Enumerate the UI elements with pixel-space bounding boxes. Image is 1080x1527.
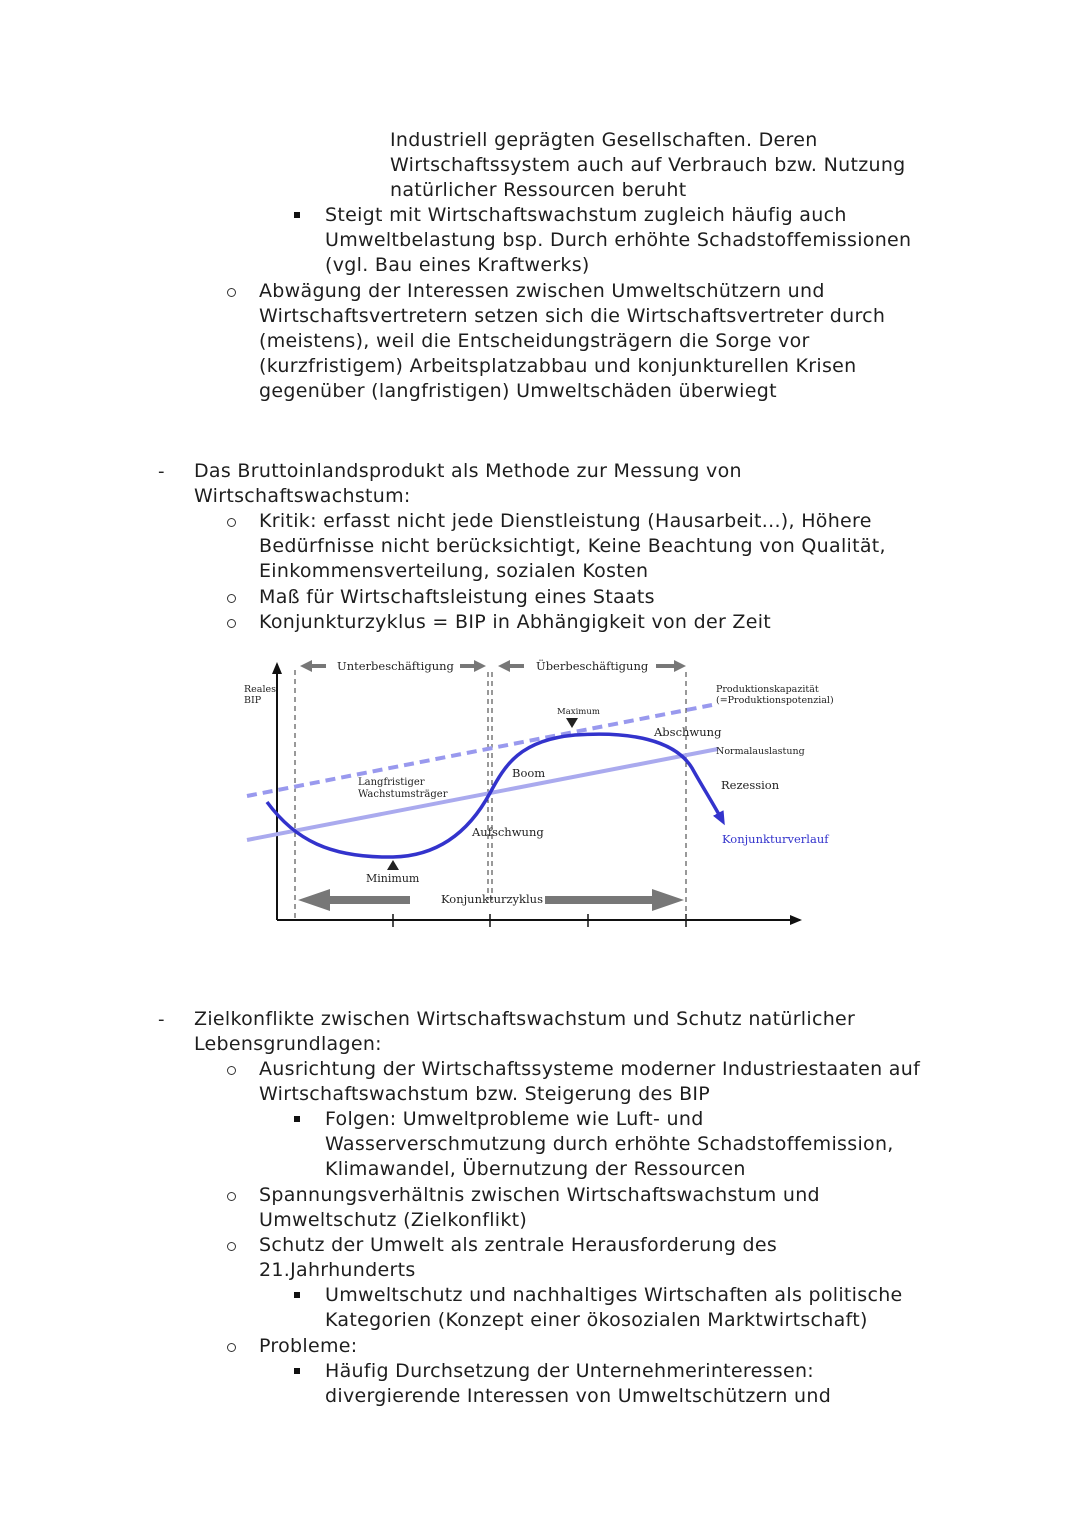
text-line: Industriell geprägten Gesellschaften. Deren [390,129,818,151]
text-line: (kurzfristigem) Arbeitsplatzabbau und konjunkturellen Krisen [259,355,857,377]
y-axis-label: Reales [244,684,276,695]
section-heading: Lebensgrundlagen: [194,1033,382,1055]
unterbeschaeftigung-arrow-left-icon [300,660,326,672]
circle-bullet-icon [227,1066,236,1075]
label-maximum: Maximum [557,707,600,717]
label-minimum: Minimum [366,872,420,885]
label-aufschwung: Aufschwung [472,825,544,839]
maximum-marker-icon [566,718,578,728]
text-line: gegenüber (langfristigen) Umweltschäden überwiegt [259,380,777,402]
label-ueberbeschaeftigung: Überbeschäftigung [536,659,649,673]
cycle-arrow-right-icon [545,889,684,911]
circle-bullet-icon [227,1343,236,1352]
label-abschwung: Abschwung [654,725,722,739]
label-unterbeschaeftigung: Unterbeschäftigung [337,659,454,673]
label-konjunkturverlauf: Konjunkturverlauf [722,832,829,846]
label-normalauslastung: Normalauslastung [716,746,805,757]
text-line: Umweltschutz und nachhaltiges Wirtschaften als politische [325,1284,903,1306]
text-line: Häufig Durchsetzung der Unternehmerinteressen: [325,1360,815,1382]
circle-bullet-icon [227,1242,236,1251]
text-line: Ausrichtung der Wirtschaftssysteme moderner Industriestaaten auf [259,1058,921,1080]
text-line: Wasserverschmutzung durch erhöhte Schadstoffemission, [325,1133,894,1155]
text-line: Kategorien (Konzept einer ökosozialen Marktwirtschaft) [325,1309,868,1331]
text-line: divergierende Interessen von Umweltschützern und [325,1385,832,1407]
minimum-marker-icon [387,860,399,870]
text-line: Konjunkturzyklus = BIP in Abhängigkeit von der Zeit [259,611,772,633]
section-heading: Das Bruttoinlandsprodukt als Methode zur Messung von [194,460,742,482]
text-line: Spannungsverhältnis zwischen Wirtschaftswachstum und [259,1184,820,1206]
text-line: (meistens), weil die Entscheidungsträgern die Sorge vor [259,330,810,352]
text-line: Umweltbelastung bsp. Durch erhöhte Schadstoffemissionen [325,229,912,251]
section-heading: Wirtschaftswachstum: [194,485,411,507]
label-konjunkturzyklus: Konjunkturzyklus [441,892,543,906]
text-line: Wirtschaftswachstum bzw. Steigerung des BIP [259,1083,711,1105]
text-line: Probleme: [259,1335,358,1357]
dash-bullet-icon: - [158,1009,165,1030]
label-langfristiger: Langfristiger [358,777,425,788]
text-line: natürlicher Ressourcen beruht [390,179,687,201]
text-line: Wirtschaftssystem auch auf Verbrauch bzw. Nutzung [390,154,906,176]
circle-bullet-icon [227,1192,236,1201]
text-line: Bedürfnisse nicht berücksichtigt, Keine Beachtung von Qualität, [259,535,886,557]
text-line: Abwägung der Interessen zwischen Umweltschützern und [259,280,825,302]
ueberbeschaeftigung-arrow-left-icon [498,660,524,672]
cycle-arrow-left-icon [298,889,410,911]
text-line: Maß für Wirtschaftsleistung eines Staats [259,586,655,608]
text-line: Umweltschutz (Zielkonflikt) [259,1209,528,1231]
capacity-line [247,705,712,796]
square-bullet-icon [294,1292,300,1298]
square-bullet-icon [294,1116,300,1122]
label-boom: Boom [512,766,546,780]
text-line: Einkommensverteilung, sozialen Kosten [259,560,649,582]
unterbeschaeftigung-arrow-right-icon [460,660,486,672]
text-line: Kritik: erfasst nicht jede Dienstleistung (Hausarbeit...), Höhere [259,510,872,532]
text-line: Klimawandel, Übernutzung der Ressourcen [325,1158,746,1180]
dash-bullet-icon: - [158,461,165,482]
text-line: Schutz der Umwelt als zentrale Herausforderung des [259,1234,778,1256]
text-line: Folgen: Umweltprobleme wie Luft- und [325,1108,704,1130]
ueberbeschaeftigung-arrow-right-icon [656,660,686,672]
label-rezession: Rezession [721,778,780,792]
section-heading: Zielkonflikte zwischen Wirtschaftswachstum und Schutz natürlicher [194,1008,856,1030]
text-line: Wirtschaftsvertretern setzen sich die Wirtschaftsvertreter durch [259,305,886,327]
label-produktionskapazitaet: Produktionskapazität [716,684,819,695]
text-line: (vgl. Bau eines Kraftwerks) [325,254,590,276]
label-produktionskapazitaet: (=Produktionspotenzial) [716,695,834,706]
text-line: 21.Jahrhunderts [259,1259,416,1281]
text-line: Steigt mit Wirtschaftswachstum zugleich häufig auch [325,204,847,226]
label-langfristiger: Wachstumsträger [358,789,448,800]
y-axis-label: BIP [244,695,262,706]
square-bullet-icon [294,1368,300,1374]
